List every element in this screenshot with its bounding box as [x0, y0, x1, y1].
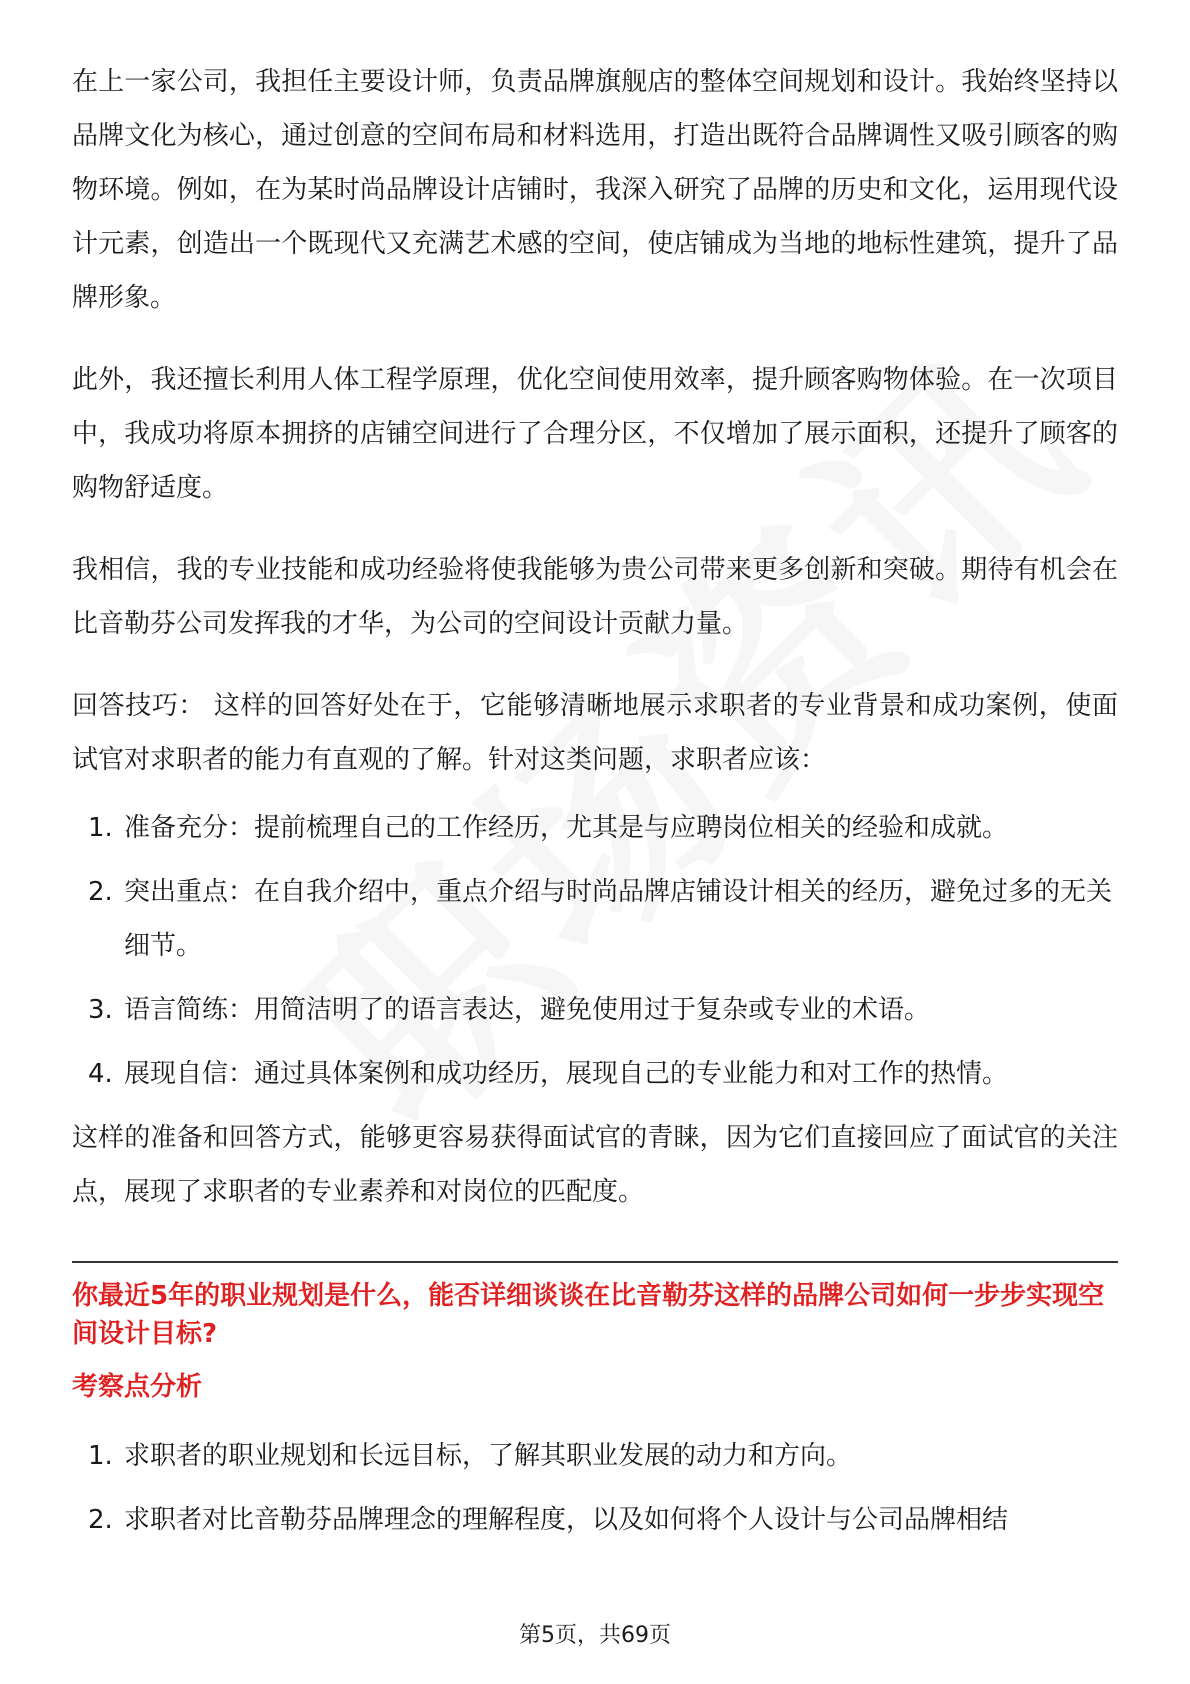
paragraph-ergonomics: 此外，我还擅长利用人体工程学原理，优化空间使用效率，提升顾客购物体验。在一次项目中，我成功将原本拥挤的店铺空间进行了合理分区，不仅增加了展示面积，还提升了顾客的购物舒适度。: [72, 365, 1118, 503]
list-number: 1.: [88, 1441, 113, 1471]
list-text: 突出重点：在自我介绍中，重点介绍与时尚品牌店铺设计相关的经历，避免过多的无关细节。: [124, 877, 1113, 961]
list-item: [72, 1047, 1118, 1101]
interview-question: 你最近5年的职业规划是什么，能否详细谈谈在比音勒芬这样的品牌公司如何一步步实现空间设计目标?: [72, 1281, 1105, 1349]
list-text: 准备充分：提前梳理自己的工作经历，尤其是与应聘岗位相关的经验和成就。: [124, 813, 1009, 843]
list-item: [72, 865, 1118, 973]
list-text: 语言简练：用简洁明了的语言表达，避免使用过于复杂或专业的术语。: [124, 995, 931, 1025]
section-divider: [72, 1261, 1118, 1263]
list-number: 1.: [88, 813, 113, 843]
list-item: [72, 983, 1118, 1037]
list-item: [72, 1429, 1118, 1483]
tips-list: [72, 801, 1118, 1101]
list-number: 2.: [88, 877, 113, 907]
page-content: [72, 55, 1118, 1557]
list-text: 求职者对比音勒芬品牌理念的理解程度，以及如何将个人设计与公司品牌相结: [124, 1505, 1009, 1535]
list-item: [72, 1493, 1118, 1547]
list-text: 展现自信：通过具体案例和成功经历，展现自己的专业能力和对工作的热情。: [124, 1059, 1009, 1089]
analysis-heading: 考察点分析: [72, 1372, 203, 1402]
list-number: 3.: [88, 995, 113, 1025]
paragraph-experience: 在上一家公司，我担任主要设计师，负责品牌旗舰店的整体空间规划和设计。我始终坚持以品牌文化为核心，通过创意的空间布局和材料选用，打造出既符合品牌调性又吸引顾客的购物环境。例如，在为某时尚品牌设计店铺时，我深入研究了品牌的历史和文化，运用现代设计元素，创造出一个既现代又充满艺术感的空间，使店铺成为当地的地标性建筑，提升了品牌形象。: [72, 67, 1118, 313]
list-number: 2.: [88, 1505, 113, 1535]
analysis-list: [72, 1429, 1118, 1547]
list-item: [72, 801, 1118, 855]
paragraph-closing: 这样的准备和回答方式，能够更容易获得面试官的青睐，因为它们直接回应了面试官的关注点，展现了求职者的专业素养和对岗位的匹配度。: [72, 1123, 1118, 1207]
page-footer: 第5页，共69页: [519, 1623, 671, 1648]
list-text: 求职者的职业规划和长远目标，了解其职业发展的动力和方向。: [124, 1441, 853, 1471]
list-number: 4.: [88, 1059, 113, 1089]
paragraph-answer-tips: 回答技巧： 这样的回答好处在于，它能够清晰地展示求职者的专业背景和成功案例，使面试官对求职者的能力有直观的了解。针对这类问题，求职者应该：: [72, 691, 1118, 775]
paragraph-confidence: 我相信，我的专业技能和成功经验将使我能够为贵公司带来更多创新和突破。期待有机会在比音勒芬公司发挥我的才华，为公司的空间设计贡献力量。: [72, 555, 1118, 639]
